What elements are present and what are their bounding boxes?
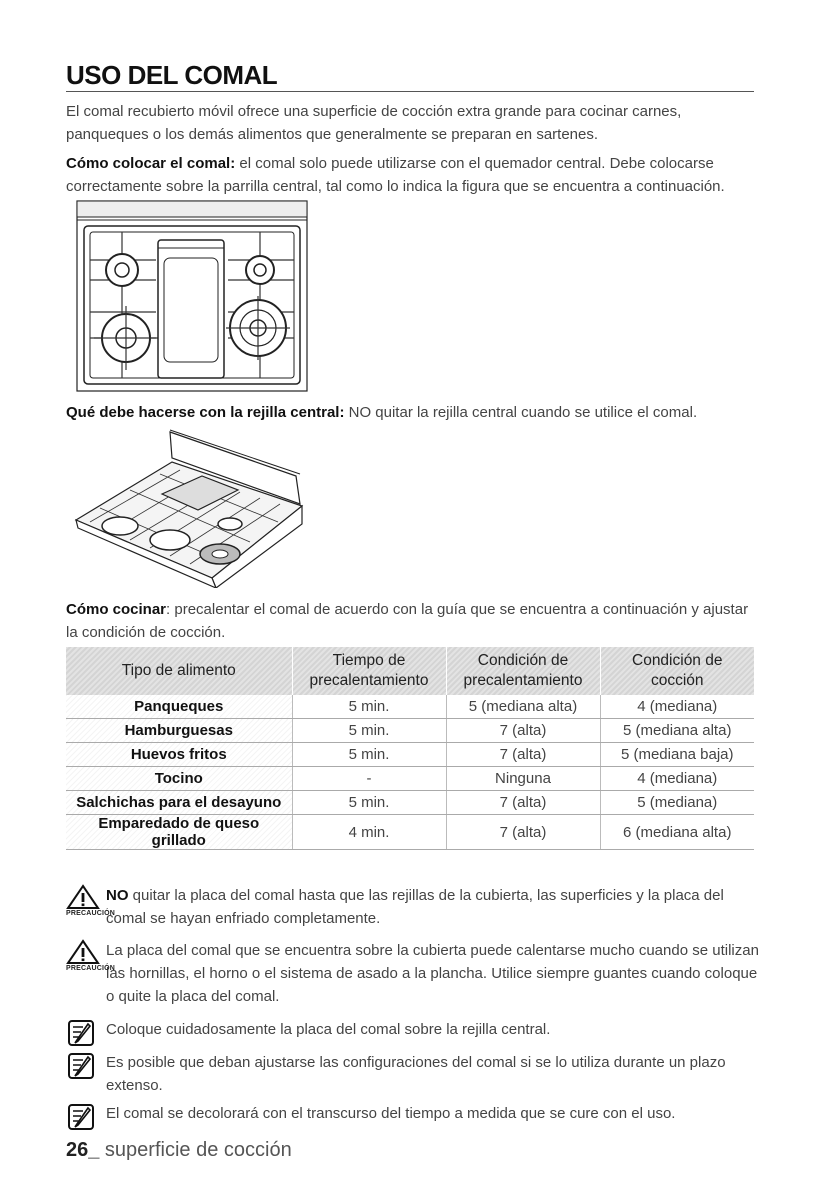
header-preheat-setting: Condición de precalentamiento: [446, 647, 600, 695]
table-row: [66, 743, 754, 767]
table-row: [66, 719, 754, 743]
cooking-setting-cell: 4 (mediana): [600, 695, 754, 719]
caution-label: PRECAUCIÓN: [66, 910, 116, 917]
cooking-setting-cell: 4 (mediana): [600, 767, 754, 791]
table-row: [66, 695, 754, 719]
caution-note: [66, 884, 766, 930]
caution-text: [106, 884, 766, 930]
food-name-cell: Tocino: [66, 767, 292, 791]
caution-label: PRECAUCIÓN: [66, 965, 116, 972]
caution-body: quitar la placa del comal hasta que las rejillas de la cubierta, las superficies y la placa del comal se hayan enfriado completamente.: [106, 887, 724, 927]
note-pencil-icon: [66, 1102, 96, 1132]
note-text: Es posible que deban ajustarse las configuraciones del comal si se lo utiliza durante un plazo extenso.: [106, 1054, 726, 1094]
preheat-time-cell: -: [292, 767, 446, 791]
header-cooking-setting: Condición de cocción: [600, 647, 754, 695]
food-name-cell: Huevos fritos: [66, 743, 292, 767]
cooking-setting-cell: 6 (mediana alta): [600, 815, 754, 850]
table-header-row: [66, 647, 754, 695]
table-row: [66, 767, 754, 791]
range-perspective-figure: [70, 428, 320, 588]
caution-body: La placa del comal que se encuentra sobre la cubierta puede calentarse mucho cuando se utilizan las hornillas, el horno o el sistema de asado a la plancha. Utilice siempre guantes cuando coloque o quite la placa del comal.: [106, 942, 759, 1005]
preheat-setting-cell: 7 (alta): [446, 791, 600, 815]
warning-triangle-icon: [66, 884, 100, 910]
info-note: [66, 1051, 766, 1097]
preheat-time-cell: 4 min.: [292, 815, 446, 850]
note-pencil-icon: [66, 1051, 96, 1081]
cooking-heading: Cómo cocinar: [66, 601, 167, 618]
placement-heading: Cómo colocar el comal:: [66, 155, 236, 172]
header-preheat-time: Tiempo de precalentamiento: [292, 647, 446, 695]
food-name-cell: Panqueques: [66, 695, 292, 719]
info-note: [66, 1018, 766, 1041]
cooking-setting-cell: 5 (mediana baja): [600, 743, 754, 767]
preheat-setting-cell: 5 (mediana alta): [446, 695, 600, 719]
intro-paragraph: El comal recubierto móvil ofrece una superficie de cocción extra grande para cocinar carnes, panqueques o los demás alimentos que generalmente se preparan en sartenes.: [66, 103, 682, 143]
note-text: El comal se decolorará con el transcurso del tiempo a medida que se cure con el uso.: [106, 1105, 676, 1122]
placement-paragraph: [66, 152, 756, 198]
caution-text: [106, 939, 766, 1008]
preheat-time-cell: 5 min.: [292, 719, 446, 743]
caution-note: [66, 939, 766, 1008]
center-grate-text: NO quitar la rejilla central cuando se utilice el comal.: [344, 404, 698, 421]
food-name-cell: Emparedado de queso grillado: [66, 815, 292, 850]
warning-triangle-icon: [66, 939, 100, 965]
preheat-setting-cell: Ninguna: [446, 767, 600, 791]
preheat-time-cell: 5 min.: [292, 743, 446, 767]
page-title: USO DEL COMAL: [66, 60, 278, 90]
preheat-time-cell: 5 min.: [292, 791, 446, 815]
preheat-setting-cell: 7 (alta): [446, 815, 600, 850]
title-divider: [66, 91, 754, 92]
page-number: 26_: [66, 1139, 100, 1161]
food-name-cell: Salchichas para el desayuno: [66, 791, 292, 815]
table-row: [66, 791, 754, 815]
cooking-guide-table: [66, 647, 754, 850]
cooking-setting-cell: 5 (mediana): [600, 791, 754, 815]
food-name-cell: Hamburguesas: [66, 719, 292, 743]
center-grate-paragraph: [66, 401, 756, 424]
cooking-paragraph: [66, 598, 756, 644]
table-row: [66, 815, 754, 850]
cooking-text: : precalentar el comal de acuerdo con la guía que se encuentra a continuación y ajustar la condición de cocción.: [66, 601, 749, 641]
cooking-setting-cell: 5 (mediana alta): [600, 719, 754, 743]
note-pencil-icon: [66, 1018, 96, 1048]
page-footer: [66, 1139, 292, 1162]
placement-text: el comal solo puede utilizarse con el quemador central. Debe colocarse correctamente sobre la parrilla central, tal como lo indica la figura que se encuentra a continuación.: [66, 155, 725, 195]
section-name: superficie de cocción: [99, 1139, 292, 1161]
center-grate-heading: Qué debe hacerse con la rejilla central:: [66, 404, 345, 421]
preheat-setting-cell: 7 (alta): [446, 719, 600, 743]
preheat-setting-cell: 7 (alta): [446, 743, 600, 767]
caution-bold: NO: [106, 887, 129, 904]
info-note: [66, 1102, 766, 1125]
note-text: Coloque cuidadosamente la placa del comal sobre la rejilla central.: [106, 1021, 551, 1038]
header-food-type: Tipo de alimento: [66, 647, 292, 695]
cooktop-top-view-figure: [76, 200, 308, 392]
preheat-time-cell: 5 min.: [292, 695, 446, 719]
